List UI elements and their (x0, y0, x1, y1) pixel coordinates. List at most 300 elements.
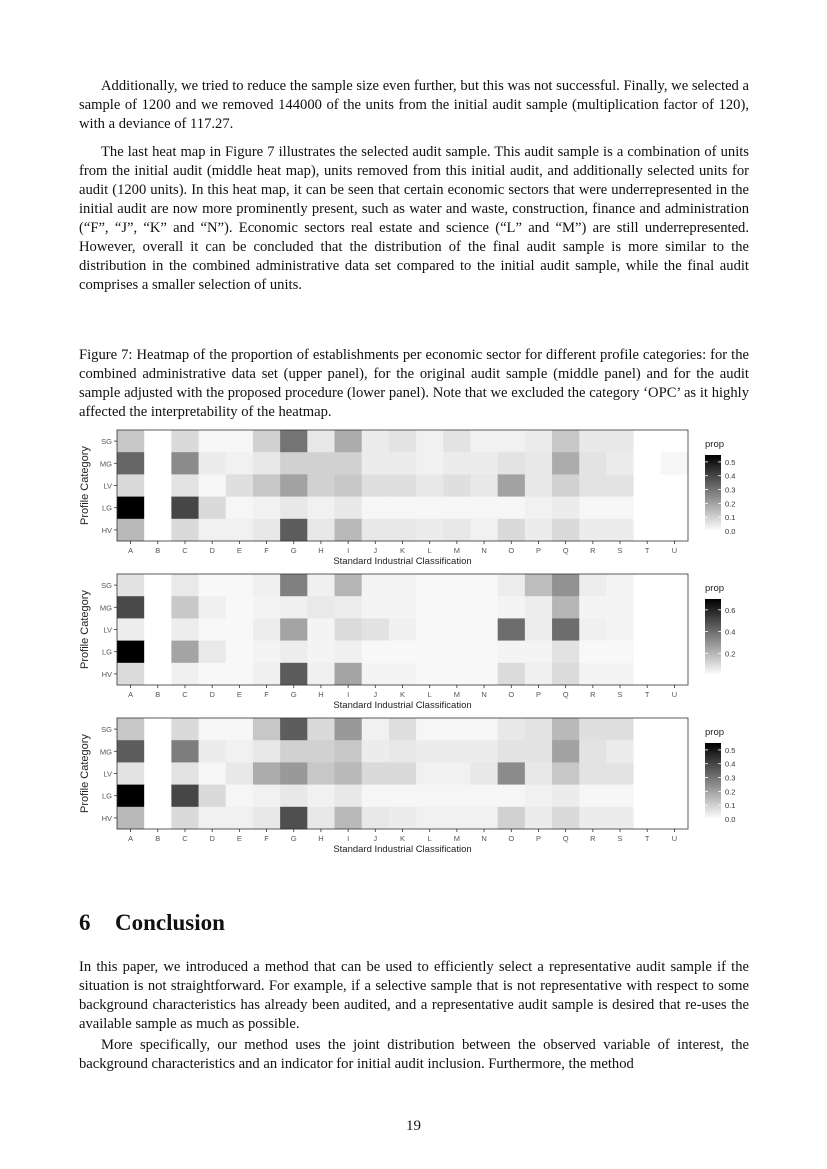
heatmap-cell (389, 740, 416, 763)
heatmap-cell (199, 718, 226, 741)
paragraph-3: In this paper, we introduced a method that can be used to efficiently select a representative audit sample if the situation is not straightforward. For example, if a selective sample that is not representative with respect to some background characteristics has already been audited, and a representative audit sample is desired that re-uses the available sample as much as possible. (79, 959, 749, 1032)
heatmap-cell (552, 762, 579, 785)
heatmap-cell (634, 785, 661, 808)
x-tick-label: G (290, 546, 297, 555)
x-tick-label: K (399, 834, 406, 843)
heatmap-cell (362, 596, 389, 619)
heatmap-cell (389, 785, 416, 808)
x-tick-label: C (182, 834, 188, 843)
heatmap-cell (362, 785, 389, 808)
heatmap-cell (661, 641, 688, 664)
heatmap-cell (552, 474, 579, 497)
heatmap-cell (307, 740, 334, 763)
heatmap-cell (253, 596, 280, 619)
heatmap-cell (606, 740, 633, 763)
heatmap-cell (117, 430, 144, 453)
heatmap-cell (280, 497, 307, 519)
x-tick-label: B (155, 546, 161, 555)
legend-title: prop (705, 583, 725, 594)
heatmap-cell (443, 762, 470, 785)
x-tick-label: M (453, 834, 461, 843)
legend-tick-label: 0.2 (725, 649, 736, 659)
heatmap-cell (634, 762, 661, 785)
heatmap-cell (579, 762, 606, 785)
legend-tick-label: 0.6 (725, 605, 736, 615)
heatmap-cell (634, 718, 661, 741)
heatmap-cell (253, 641, 280, 664)
x-tick-label: I (347, 546, 350, 555)
heatmap-cell (171, 574, 198, 597)
heatmap-cell (579, 574, 606, 597)
heatmap-cell (416, 807, 443, 830)
heatmap-cell (416, 740, 443, 763)
heatmap-cell (389, 641, 416, 664)
heatmap-cell (226, 596, 253, 619)
heatmap-cell (498, 596, 525, 619)
x-tick-label: A (128, 690, 134, 699)
heatmap-cell (443, 740, 470, 763)
heatmap-cell (226, 430, 253, 453)
legend-tick-label: 0.0 (725, 527, 736, 536)
y-tick-label: LG (101, 791, 112, 801)
heatmap-cell (253, 785, 280, 808)
heatmap-cell (117, 740, 144, 763)
heatmap-cell (579, 663, 606, 686)
legend-tick-label: 0.2 (725, 499, 736, 509)
heatmap-cell (362, 718, 389, 741)
heatmap-cell (199, 618, 226, 641)
heatmap-cell (280, 430, 307, 453)
x-tick-label: T (644, 546, 650, 555)
x-tick-label: G (290, 834, 297, 843)
section-heading (79, 910, 225, 936)
heatmap-cell (307, 618, 334, 641)
heatmap-cell (443, 618, 470, 641)
heatmap-cell (307, 718, 334, 741)
heatmap-cell (552, 807, 579, 830)
y-tick-label: MG (99, 459, 112, 469)
heatmap-cell (362, 452, 389, 475)
heatmap-cell (307, 807, 334, 830)
page-number: 19 (406, 1118, 421, 1134)
heatmap-cell (117, 474, 144, 497)
heatmap-cell (253, 618, 280, 641)
heatmap-cell (552, 596, 579, 619)
heatmap-cell (335, 596, 362, 619)
heatmap-cell (171, 785, 198, 808)
heatmap-cell (498, 785, 525, 808)
heatmap-cell (307, 497, 334, 519)
x-tick-label: E (236, 834, 242, 843)
section-number: 6 (79, 910, 91, 935)
heatmap-cell (389, 452, 416, 475)
heatmap-cell (552, 740, 579, 763)
legend-tick-label: 0.2 (725, 787, 736, 797)
x-tick-label: J (373, 690, 378, 699)
heatmap-cell (470, 618, 497, 641)
heatmap-cell (307, 452, 334, 475)
x-tick-label: F (264, 546, 269, 555)
heatmap-cell (470, 807, 497, 830)
heatmap-cell (443, 718, 470, 741)
heatmap-cell (552, 663, 579, 686)
heatmap-cell (117, 641, 144, 664)
legend-tick-label: 0.3 (725, 485, 736, 495)
heatmap-cell (280, 663, 307, 686)
heatmap-cell (498, 474, 525, 497)
heatmap-cell (579, 596, 606, 619)
heatmap-cell (389, 618, 416, 641)
heatmap-cell (171, 430, 198, 453)
heatmap-cell (335, 519, 362, 542)
paragraph-1: Additionally, we tried to reduce the sample size even further, but this was not successful. Finally, we selected a sample of 1200 and we removed 144000 of the units from the initial audit sample (multiplication factor of 120), with a deviance of 117.27. (79, 78, 749, 132)
heatmap-cell (416, 641, 443, 664)
heatmap-cell (362, 574, 389, 597)
heatmap-cell (634, 452, 661, 475)
heatmap-cell (253, 519, 280, 542)
heatmap-cell (226, 618, 253, 641)
heatmap-cell (307, 430, 334, 453)
heatmap-cell (606, 618, 633, 641)
heatmap-cell (253, 474, 280, 497)
x-tick-label: F (264, 834, 269, 843)
heatmap-lower-svg (78, 716, 758, 856)
heatmap-cell (226, 452, 253, 475)
x-tick-label: L (427, 546, 432, 555)
heatmap-cell (280, 618, 307, 641)
heatmap-cell (634, 497, 661, 519)
heatmap-cell (579, 474, 606, 497)
heatmap-cell (280, 807, 307, 830)
heatmap-cell (362, 762, 389, 785)
heatmap-cell (525, 519, 552, 542)
heatmap-cell (226, 497, 253, 519)
x-tick-label: I (347, 690, 350, 699)
heatmap-cell (171, 474, 198, 497)
heatmap-upper-svg (78, 428, 758, 568)
heatmap-cell (307, 474, 334, 497)
heatmap-cell (634, 574, 661, 597)
x-tick-label: S (617, 834, 623, 843)
legend-colorbar (705, 743, 721, 819)
heatmap-cell (552, 718, 579, 741)
heatmap-cell (634, 618, 661, 641)
heatmap-cell (498, 807, 525, 830)
heatmap-cell (389, 762, 416, 785)
heatmap-cell (144, 785, 171, 808)
x-tick-label: P (535, 690, 541, 699)
heatmap-cell (606, 519, 633, 542)
heatmap-cell (579, 641, 606, 664)
y-tick-label: SG (101, 437, 112, 447)
y-tick-label: MG (99, 747, 112, 757)
heatmap-cell (307, 519, 334, 542)
legend-colorbar (705, 455, 721, 531)
heatmap-cell (144, 618, 171, 641)
y-axis-title: Profile Category (79, 446, 91, 525)
heatmap-cell (416, 718, 443, 741)
heatmap-cell (144, 519, 171, 542)
x-tick-label: O (508, 834, 515, 843)
heatmap-cell (362, 474, 389, 497)
heatmap-cell (253, 807, 280, 830)
heatmap-cell (606, 596, 633, 619)
heatmap-cell (498, 497, 525, 519)
heatmap-cell (199, 519, 226, 542)
heatmap-cell (634, 663, 661, 686)
heatmap-cell (253, 740, 280, 763)
heatmap-cell (199, 641, 226, 664)
heatmap-cell (226, 663, 253, 686)
heatmap-cell (498, 618, 525, 641)
heatmap-cell (470, 574, 497, 597)
x-tick-label: E (236, 546, 242, 555)
heatmap-cell (661, 474, 688, 497)
heatmap-cell (552, 430, 579, 453)
heatmap-cell (579, 452, 606, 475)
heatmap-cell (117, 574, 144, 597)
heatmap-cell (117, 452, 144, 475)
heatmap-cell (606, 718, 633, 741)
y-tick-label: LV (103, 481, 112, 491)
heatmap-cell (307, 574, 334, 597)
heatmap-middle (78, 572, 758, 712)
heatmap-cell (362, 497, 389, 519)
heatmap-cell (226, 718, 253, 741)
heatmap-cell (362, 641, 389, 664)
x-tick-label: T (644, 690, 650, 699)
x-tick-label: J (373, 834, 378, 843)
heatmap-cell (661, 596, 688, 619)
heatmap-cell (253, 430, 280, 453)
heatmap-cell (634, 807, 661, 830)
heatmap-cell (171, 596, 198, 619)
heatmap-cell (389, 519, 416, 542)
heatmap-cell (525, 497, 552, 519)
heatmap-cell (144, 718, 171, 741)
heatmap-cell (362, 430, 389, 453)
heatmap-cell (661, 718, 688, 741)
x-tick-label: H (318, 834, 324, 843)
heatmap-cell (226, 519, 253, 542)
heatmap-cell (171, 519, 198, 542)
section-title: Conclusion (115, 910, 225, 935)
heatmap-cell (661, 762, 688, 785)
heatmap-cell (661, 574, 688, 597)
heatmap-cell (171, 452, 198, 475)
heatmap-cell (335, 641, 362, 664)
heatmap-middle-svg (78, 572, 758, 712)
heatmap-cell (280, 762, 307, 785)
heatmap-cell (280, 596, 307, 619)
heatmap-cell (335, 574, 362, 597)
x-axis-title: Standard Industrial Classification (333, 844, 472, 855)
x-tick-label: A (128, 546, 134, 555)
x-tick-label: S (617, 546, 623, 555)
heatmap-cell (253, 762, 280, 785)
heatmap-cell (470, 718, 497, 741)
x-axis-title: Standard Industrial Classification (333, 556, 472, 567)
heatmap-cell (525, 430, 552, 453)
heatmap-cell (552, 519, 579, 542)
heatmap-cell (226, 762, 253, 785)
heatmap-cell (280, 519, 307, 542)
x-tick-label: P (535, 546, 541, 555)
heatmap-cell (525, 785, 552, 808)
heatmap-cell (335, 474, 362, 497)
heatmap-cell (362, 519, 389, 542)
heatmap-cell (525, 596, 552, 619)
heatmap-cell (362, 618, 389, 641)
heatmap-cell (144, 663, 171, 686)
heatmap-cell (525, 618, 552, 641)
heatmap-cell (253, 497, 280, 519)
x-tick-label: K (399, 546, 406, 555)
heatmap-cell (389, 596, 416, 619)
legend-tick-label: 0.4 (725, 759, 736, 769)
x-tick-label: U (671, 834, 678, 843)
heatmap-cell (335, 785, 362, 808)
heatmap-cell (634, 740, 661, 763)
legend-tick-label: 0.3 (725, 773, 736, 783)
heatmap-cell (470, 641, 497, 664)
heatmap-cell (280, 641, 307, 664)
heatmap-cell (226, 807, 253, 830)
heatmap-cell (335, 497, 362, 519)
heatmap-cell (443, 807, 470, 830)
x-tick-label: L (427, 834, 432, 843)
heatmap-cell (117, 663, 144, 686)
heatmap-cell (416, 574, 443, 597)
x-tick-label: A (128, 834, 134, 843)
heatmap-cell (117, 785, 144, 808)
paragraph-2: The last heat map in Figure 7 illustrates the selected audit sample. This audit sample is a combination of units from the initial audit (middle heat map), units removed from this initial audit, and additionally selected units for audit (1200 units). In this heat map, it can be seen that certain economic sectors that were underrepresented in the initial audit are now more prominently present, such as water and waste, construction, finance and administration (“F”, “J”, “K” and “N”). Economic sectors real estate and science (“L” and “M”) are still underrepresented. However, overall it can be concluded that the distribution of the final audit sample is more similar to the distribution in the combined administrative data set compared to the initial audit sample, while the final audit comprises a smaller selection of units. (79, 144, 749, 293)
heatmap-cell (335, 762, 362, 785)
heatmap-cell (443, 641, 470, 664)
heatmap-cell (470, 785, 497, 808)
heatmap-cell (199, 762, 226, 785)
heatmap-cell (144, 740, 171, 763)
x-tick-label: E (236, 690, 242, 699)
y-tick-label: HV (101, 669, 112, 679)
heatmap-cell (634, 519, 661, 542)
heatmap-cell (199, 452, 226, 475)
heatmap-cell (470, 430, 497, 453)
x-tick-label: S (617, 690, 623, 699)
heatmap-cell (171, 497, 198, 519)
heatmap-cell (416, 762, 443, 785)
heatmap-cell (606, 497, 633, 519)
y-tick-label: LG (101, 503, 112, 513)
heatmap-cell (470, 497, 497, 519)
heatmap-cell (253, 452, 280, 475)
heatmap-cell (661, 663, 688, 686)
heatmap-cell (144, 596, 171, 619)
heatmap-cell (634, 641, 661, 664)
x-tick-label: Q (562, 834, 569, 843)
heatmap-cell (525, 718, 552, 741)
heatmap-cell (525, 807, 552, 830)
y-axis-title: Profile Category (79, 590, 91, 669)
heatmap-cell (416, 452, 443, 475)
x-tick-label: M (453, 690, 461, 699)
heatmap-cell (144, 807, 171, 830)
heatmap-cell (552, 641, 579, 664)
heatmap-cell (606, 430, 633, 453)
y-tick-label: HV (101, 813, 112, 823)
heatmap-cell (335, 430, 362, 453)
heatmap-cell (144, 474, 171, 497)
heatmap-cell (199, 596, 226, 619)
heatmap-cell (606, 807, 633, 830)
heatmap-cell (443, 474, 470, 497)
legend-tick-label: 0.5 (725, 745, 736, 755)
heatmap-cell (335, 618, 362, 641)
heatmap-cell (335, 718, 362, 741)
heatmap-cell (144, 430, 171, 453)
x-tick-label: C (182, 690, 188, 699)
y-tick-label: SG (101, 581, 112, 591)
heatmap-cell (443, 785, 470, 808)
heatmap-cell (171, 663, 198, 686)
heatmap-cell (416, 785, 443, 808)
y-tick-label: LV (103, 769, 112, 779)
heatmap-cell (117, 497, 144, 519)
heatmap-cell (362, 740, 389, 763)
heatmap-cell (389, 474, 416, 497)
heatmap-cell (226, 740, 253, 763)
heatmap-cell (498, 762, 525, 785)
heatmap-cell (498, 740, 525, 763)
heatmap-cell (253, 574, 280, 597)
heatmap-cell (443, 574, 470, 597)
heatmap-cell (525, 474, 552, 497)
x-tick-label: M (453, 546, 461, 555)
heatmap-cell (171, 618, 198, 641)
heatmap-cell (199, 430, 226, 453)
heatmap-cell (579, 785, 606, 808)
heatmap-cell (226, 574, 253, 597)
heatmap-upper (78, 428, 758, 568)
heatmap-cell (661, 618, 688, 641)
heatmap-cell (579, 519, 606, 542)
heatmap-cell (280, 452, 307, 475)
heatmap-cell (606, 474, 633, 497)
heatmap-cell (470, 519, 497, 542)
heatmap-cell (498, 663, 525, 686)
heatmap-cell (525, 641, 552, 664)
heatmap-cell (552, 618, 579, 641)
heatmap-cell (552, 497, 579, 519)
heatmap-cell (389, 497, 416, 519)
heatmap-cell (226, 641, 253, 664)
heatmap-cell (362, 663, 389, 686)
heatmap-cell (280, 718, 307, 741)
heatmap-cell (416, 474, 443, 497)
heatmap-cell (117, 596, 144, 619)
heatmap-cell (525, 663, 552, 686)
heatmap-cell (199, 497, 226, 519)
legend-colorbar (705, 599, 721, 675)
heatmap-cell (634, 474, 661, 497)
heatmap-cell (443, 452, 470, 475)
legend-tick-label: 0.4 (725, 471, 736, 481)
heatmap-cell (606, 574, 633, 597)
y-tick-label: MG (99, 603, 112, 613)
heatmap-cell (661, 785, 688, 808)
paragraph-4: More specifically, our method uses the joint distribution between the observed variable of interest, the background characteristics and an indicator for initial audit inclusion. Furthermore, the method (79, 1037, 749, 1072)
heatmap-cell (470, 596, 497, 619)
